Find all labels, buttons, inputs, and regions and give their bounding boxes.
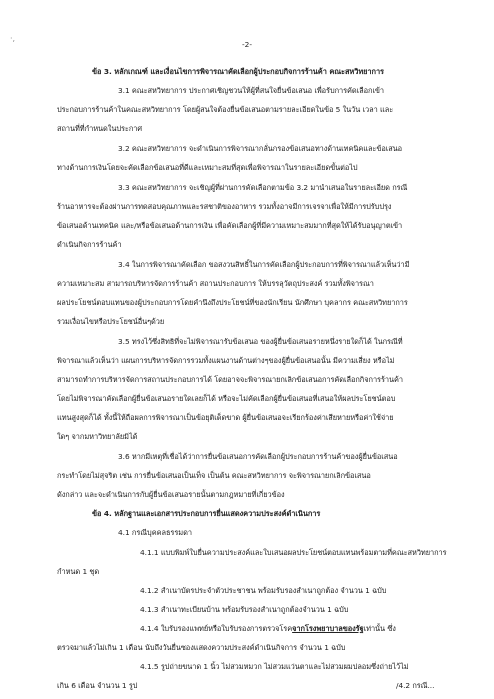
text-line: ข้อเสนอด้านเทคนิค และ/หรือข้อเสนอด้านการเงิน เพื่อคัดเลือกผู้ที่มีความเหมาะสมมากที่สุดให้ได้รับอนุญาตเข้า xyxy=(57,221,403,230)
text-line: โดยไม่พิจารณาคัดเลือกผู้ยื่นข้อเสนอรายใดเลยก็ได้ หรือจะไม่คัดเลือกผู้ยื่นข้อเสนอที่เสนอให้ผลประโยชน์ตอบ xyxy=(57,394,396,403)
text-line: 4.1.1 แบบพิมพ์ใบยื่นความประสงค์และใบเสนอผลประโยชน์ตอบแทนพร้อมตามที่คณะสหวิทยาการ xyxy=(140,548,447,557)
section-heading: ข้อ 4. หลักฐานและเอกสารประกอบการยื่นแสดงความประสงค์ดำเนินการ xyxy=(92,509,321,518)
text-line: ผลประโยชน์ตอบแทนของผู้ประกอบการโดยคำนึงถึงประโยชน์ที่ของนักเรียน นักศึกษา บุคลากร คณะสหวิทยาการ xyxy=(57,298,408,307)
text-line: รวมเงื่อนไขหรือประโยชน์อื่นๆด้วย xyxy=(57,317,165,326)
text-line: 4.1.3 สำเนาทะเบียนบ้าน พร้อมรับรองสำเนาถูกต้องจำนวน 1 ฉบับ xyxy=(140,605,349,614)
text-line: 4.1.2 สำเนาบัตรประจำตัวประชาชน พร้อมรับรองสำเนาถูกต้อง จำนวน 1 ฉบับ xyxy=(140,586,387,595)
text-line: 3.2 คณะสหวิทยาการ จะดำเนินการพิจารณากลั่นกรองข้อเสนอทางด้านเทคนิคและข้อเสนอ xyxy=(118,144,403,153)
text-line: 4.1 กรณีบุคคลธรรมดา xyxy=(118,528,192,537)
text-line xyxy=(140,624,396,633)
page-number: -2- xyxy=(242,40,252,49)
underlined-phrase: จากโรงพยาบาลของรัฐ xyxy=(292,624,364,633)
text-line: ใดๆ จากมหาวิทยาลัยมิได้ xyxy=(57,432,138,441)
text-line: กำหนด 1 ชุด xyxy=(57,567,100,576)
text-line: สามารถทำการบริหารจัดการสถานประกอบการได้ โดยอาจจะพิจารณายกเลิกข้อเสนอการคัดเลือกกิจการร้านค้า xyxy=(57,375,403,384)
text-line: ความเหมาะสม สามารถบริหารจัดการร้านค้า สถานประกอบการ ให้บรรลุวัตถุประสงค์ รวมทั้งพิจารณา xyxy=(57,279,374,288)
text-segment: 4.1.4 ใบรับรองแพทย์หรือใบรับรองการตรวจโรค xyxy=(140,624,293,633)
text-line: 4.1.5 รูปถ่ายขนาด 1 นิ้ว ไม่สวมหมวก ไม่สวมแว่นตาและไม่สวมผมปลอมซึ่งถ่ายไว้ไม่ xyxy=(140,662,409,671)
text-line: ตรวจมาแล้วไม่เกิน 1 เดือน นับถึงวันยื่นซองแสดงความประสงค์ดำเนินกิจการ จำนวน 1 ฉบับ xyxy=(57,643,346,652)
text-line: แทนสูงสุดก็ได้ ทั้งนี้ให้ถือผลการพิจารณาเป็นข้อยุติเด็ดขาด ผู้ยื่นข้อเสนอจะเรียกร้องค่าเสียหายหรือค่าใช้จ่าย xyxy=(57,413,394,422)
text-line: สถานที่ที่กำหนดในประกาศ xyxy=(57,124,142,133)
margin-mark: ·, xyxy=(10,34,16,43)
text-line: 3.1 คณะสหวิทยาการ ประกาศเชิญชวนให้ผู้ที่สนใจยื่นข้อเสนอ เพื่อรับการคัดเลือกเข้า xyxy=(118,86,385,95)
text-line: ดังกล่าว และจะดำเนินการกับผู้ยื่นข้อเสนอรายนั้นตามกฎหมายที่เกี่ยวข้อง xyxy=(57,490,285,499)
text-line: ร้านอาหารจะต้องผ่านการทดสอบคุณภาพและรสชาติของอาหาร รวมทั้งอาจมีการเจรจาเพื่อให้มีการปรับปรุง xyxy=(57,202,392,211)
text-line: พิจารณาแล้วเห็นว่า แผนการบริหารจัดการรวมทั้งแผนงานด้านต่างๆของผู้ยื่นข้อเสนอนั้น มีความเสี่ยง หรือไม่ xyxy=(57,356,395,365)
text-line: ทางด้านการเงินโดยจะคัดเลือกข้อเสนอที่ดีและเหมาะสมที่สุดเพื่อพิจารณาในรายละเอียดขั้นต่อไป xyxy=(57,163,358,172)
text-line: กระทำโดยไม่สุจริต เช่น การยื่นข้อเสนอเป็นเท็จ เป็นต้น คณะสหวิทยาการ จะพิจารณายกเลิกข้อเสนอ xyxy=(57,471,371,480)
text-line: ประกอบการร้านค้าในคณะสหวิทยาการ โดยผู้สนใจต้องยื่นข้อเสนอตามรายละเอียดในข้อ 5 ในวัน เวลา และ xyxy=(57,105,394,114)
text-line: เกิน 6 เดือน จำนวน 1 รูป xyxy=(57,681,138,690)
section-heading: ข้อ 3. หลักเกณฑ์ และเงื่อนไขการพิจารณาคัดเลือกผู้ประกอบกิจการร้านค้า คณะสหวิทยาการ xyxy=(92,67,384,76)
text-line: 3.4 ในการพิจารณาคัดเลือก ขอสงวนสิทธิ์ในการคัดเลือกผู้ประกอบการที่พิจารณาแล้วเห็นว่ามี xyxy=(118,260,410,269)
text-line: ดำเนินกิจการร้านค้า xyxy=(57,240,122,249)
text-line: 3.5 ทรงไว้ซึ่งสิทธิที่จะไม่พิจารณารับข้อเสนอ ของผู้ยื่นข้อเสนอรายหนึ่งรายใดก็ได้ ในกรณีที่ xyxy=(118,337,403,346)
text-segment: เท่านั้น ซึ่ง xyxy=(363,624,396,633)
text-line: 3.3 คณะสหวิทยาการ จะเชิญผู้ที่ผ่านการคัดเลือกตามข้อ 3.2 มานำเสนอในรายละเอียด กรณี xyxy=(118,183,408,192)
text-line: 3.6 หากมีเหตุที่เชื่อได้ว่าการยื่นข้อเสนอการคัดเลือกผู้ประกอบการร้านค้าของผู้ยื่นข้อเสนอ xyxy=(118,452,398,461)
continuation-note: /4.2 กรณี... xyxy=(396,681,435,690)
